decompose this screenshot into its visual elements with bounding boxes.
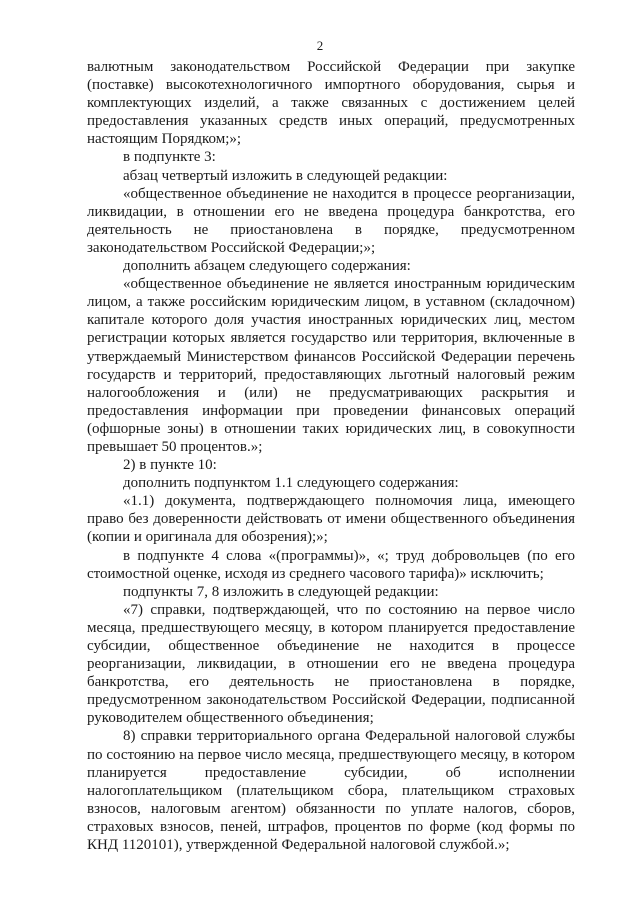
document-body xyxy=(87,58,575,854)
paragraph: подпункты 7, 8 изложить в следующей редакции: xyxy=(123,583,439,600)
paragraph-continuation: валютным законодательством Российской Федерации при закупке (поставке) высокотехнологичного импортного оборудования, сырья и комплектующих изделий, а также связанных с достижением целей предоставления указанных средств иных операций, предусмотренных настоящим Порядком;»; xyxy=(87,59,575,148)
paragraph: в подпункте 4 слова «(программы)», «; труд добровольцев (по его стоимостной оценке, исходя из среднего часового тарифа)» исключить; xyxy=(87,547,575,582)
paragraph: дополнить абзацем следующего содержания: xyxy=(123,258,411,275)
paragraph: 8) справки территориального органа Федеральной налоговой службы по состоянию на первое число месяца, предшествующего месяцу, в котором планируется предоставление субсидии, об исполнении налогоплательщиком (плательщиком сбора, плательщиком страховых взносов, налоговым агентом) обязанности по уплате налогов, сборов, страховых взносов, пеней, штрафов, процентов по форме (код формы по КНД 1120101), утвержденной Федеральной налоговой службой.»; xyxy=(87,728,575,854)
paragraph: в подпункте 3: xyxy=(123,149,216,166)
paragraph: абзац четвертый изложить в следующей редакции: xyxy=(123,167,448,184)
paragraph-quote: «1.1) документа, подтверждающего полномочия лица, имеющего право без доверенности действовать от имени общественного объединения (копии и оригинала для обозрения);»; xyxy=(87,493,575,546)
paragraph: дополнить подпунктом 1.1 следующего содержания: xyxy=(123,475,459,492)
page-number: 2 xyxy=(316,38,324,53)
paragraph-quote: «7) справки, подтверждающей, что по состоянию на первое число месяца, предшествующего месяцу, в котором планируется предоставление субсидии, общественное объединение не находится в процессе реорганизации, ликвидации, в отношении его не введена процедура банкротства, его деятельность не приостановлена в порядке, предусмотренном законодательством Российской Федерации, подписанной руководителем общественного объединения; xyxy=(87,601,575,727)
paragraph-quote: «общественное объединение не является иностранным юридическим лицом, а также российским юридическим лицом, в уставном (складочном) капитале которого доля участия иностранных юридических лиц, местом регистрации которых является государство или территория, включенные в утверждаемый Министерством финансов Российской Федерации перечень государств и территорий, предоставляющих льготный налоговый режим налогообложения и (или) не предусматривающих раскрытия и предоставления информации при проведении финансовых операций (офшорные зоны) в отношении таких юридических лиц, в совокупности превышает 50 процентов.»; xyxy=(87,276,575,455)
paragraph-quote: «общественное объединение не находится в процессе реорганизации, ликвидации, в отношении его не введена процедура банкротства, его деятельность не приостановлена в порядке, предусмотренном законодательством Российской Федерации;»; xyxy=(87,185,575,256)
paragraph: 2) в пункте 10: xyxy=(123,457,217,474)
